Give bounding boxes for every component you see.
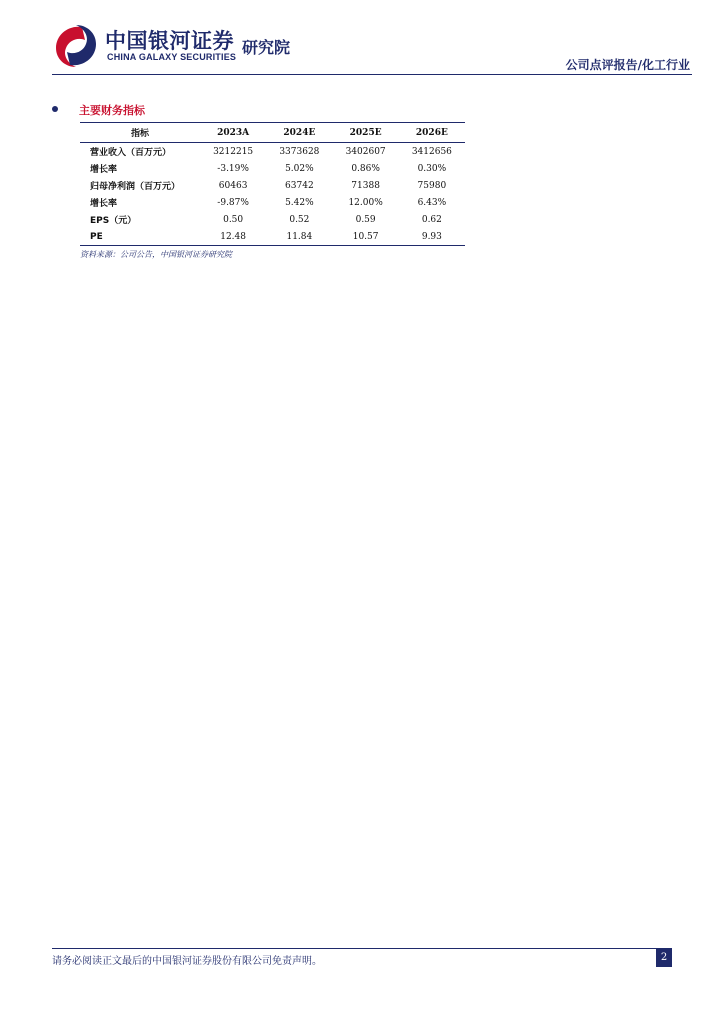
- table-row: [80, 211, 465, 228]
- table-cell: 3402607: [345, 146, 386, 157]
- table-cell: 3412656: [411, 146, 452, 157]
- row-label: 归母净利润（百万元）: [90, 182, 181, 192]
- table-header-row: [80, 123, 465, 143]
- table-cell: 75980: [417, 180, 447, 191]
- table-cell: 3373628: [279, 146, 320, 157]
- table-cell: 0.59: [355, 214, 376, 225]
- galaxy-logo-icon: [52, 23, 100, 69]
- table-cell: 12.48: [220, 231, 246, 242]
- table-cell: -3.19%: [217, 163, 249, 174]
- table-cell: 5.42%: [285, 197, 314, 208]
- table-cell: 0.50: [223, 214, 244, 225]
- row-label: 增长率: [90, 199, 118, 209]
- table-cell: 9.93: [421, 231, 442, 242]
- table-cell: 3212215: [213, 146, 254, 157]
- table-cell: 63742: [285, 180, 314, 191]
- company-logo-text: 中国银河证券: [105, 29, 234, 53]
- header-divider: [52, 74, 692, 75]
- table-row: [80, 143, 465, 161]
- report-type-label: 公司点评报告/化工行业: [565, 58, 690, 72]
- table-row: [80, 160, 465, 177]
- table-header-cell: 2025E: [333, 123, 399, 143]
- bullet-icon: [52, 106, 58, 112]
- table-cell: 60463: [218, 180, 248, 191]
- table-cell: 10.57: [352, 231, 379, 242]
- section-title: 主要财务指标: [79, 104, 145, 117]
- table-cell: 0.30%: [417, 163, 447, 174]
- table-source-note: 资料来源：公司公告，中国银河证券研究院: [80, 250, 232, 259]
- row-label: 增长率: [90, 165, 118, 175]
- company-logo-english: CHINA GALAXY SECURITIES: [107, 52, 237, 62]
- table-header-cell: 2023A: [200, 123, 266, 143]
- table-row: [80, 228, 465, 246]
- footer-divider: [52, 948, 672, 949]
- table-cell: 11.84: [286, 231, 313, 242]
- row-label: EPS（元）: [90, 216, 137, 226]
- table-cell: 5.02%: [285, 163, 314, 174]
- table-cell: 12.00%: [348, 197, 383, 208]
- institute-name: 研究院: [242, 38, 291, 57]
- table-cell: 0.52: [289, 214, 310, 225]
- table-row: [80, 194, 465, 211]
- footer-disclaimer: 请务必阅读正文最后的中国银河证券股份有限公司免责声明。: [52, 956, 322, 967]
- table-cell: 71388: [351, 180, 380, 191]
- page-number: 2: [656, 949, 672, 967]
- table-cell: -9.87%: [217, 197, 249, 208]
- row-label: PE: [90, 231, 103, 242]
- table-cell: 0.62: [421, 214, 442, 225]
- table-cell: 0.86%: [351, 163, 380, 174]
- page-header: [0, 0, 724, 80]
- table-header-cell: 2026E: [399, 123, 465, 143]
- financial-indicators-table: [80, 122, 465, 246]
- table-header-cell: 2024E: [266, 123, 332, 143]
- table-row: [80, 177, 465, 194]
- row-label: 营业收入（百万元）: [90, 148, 172, 158]
- table-cell: 6.43%: [417, 197, 447, 208]
- table-header-cell: 指标: [80, 123, 200, 143]
